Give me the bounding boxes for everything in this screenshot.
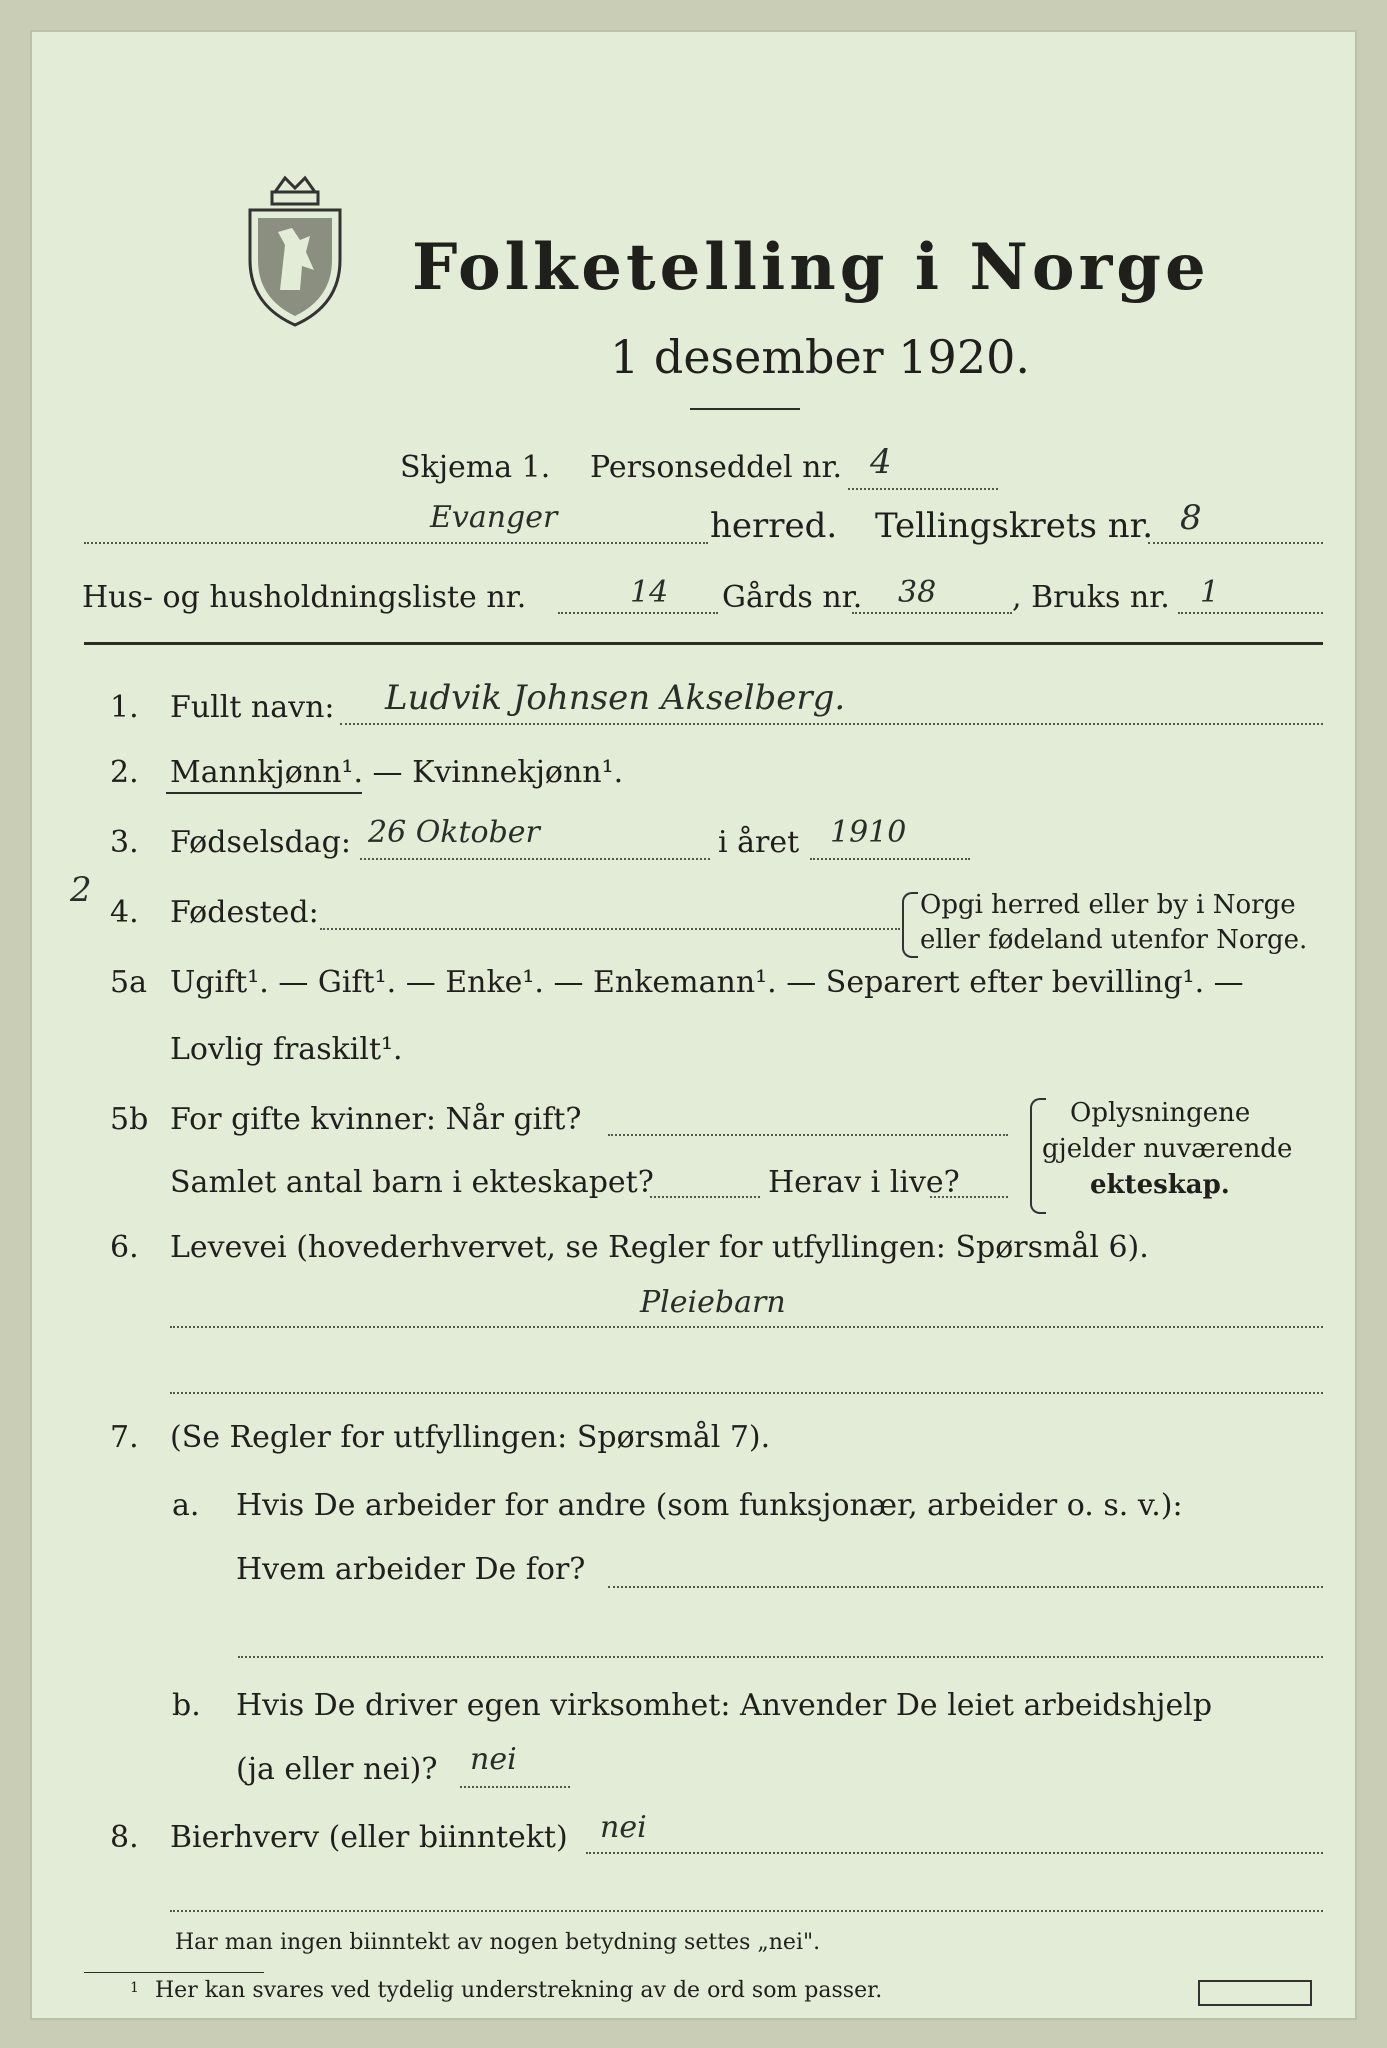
personseddel-line bbox=[848, 488, 998, 490]
q5a-options-line-1: Ugift¹. — Gift¹. — Enke¹. — Enkemann¹. — Separert efter bevilling¹. — bbox=[170, 965, 1244, 1000]
q7a-question-line-1: Hvis De arbeider for andre (som funksjonær, arbeider o. s. v.): bbox=[236, 1488, 1183, 1523]
herred-line bbox=[84, 542, 708, 544]
bruks-label: , Bruks nr. bbox=[1012, 580, 1170, 615]
hus-value: 14 bbox=[630, 575, 669, 610]
q5b-when-line bbox=[608, 1134, 1008, 1136]
q3-line bbox=[360, 858, 710, 860]
bruks-line bbox=[1178, 612, 1323, 614]
q7-label: (Se Regler for utfyllingen: Spørsmål 7). bbox=[170, 1420, 771, 1455]
q7b-question-line-1: Hvis De driver egen virksomhet: Anvender De leiet arbeidshjelp bbox=[236, 1688, 1213, 1723]
footnote-text: Her kan svares ved tydelig understrekning av de ord som passer. bbox=[155, 1978, 883, 2003]
printer-stamp bbox=[1198, 1980, 1312, 2006]
q5b-number: 5b bbox=[110, 1102, 149, 1137]
q7a-question-line-2: Hvem arbeider De for? bbox=[236, 1552, 586, 1587]
q3-year-label: i året bbox=[718, 825, 800, 860]
q5b-note-line-2: gjelder nuværende bbox=[1042, 1134, 1293, 1164]
q1-line bbox=[340, 723, 1323, 725]
gards-label: Gårds nr. bbox=[722, 580, 863, 615]
q5b-children-label: Samlet antal barn i ekteskapet? bbox=[170, 1165, 654, 1200]
q5b-note-line-1: Oplysningene bbox=[1070, 1098, 1251, 1128]
census-form-page bbox=[30, 30, 1357, 2020]
skjema-label: Skjema 1. bbox=[400, 450, 551, 485]
q7-number: 7. bbox=[110, 1420, 139, 1455]
q6-value: Pleiebarn bbox=[640, 1285, 786, 1320]
q2-number: 2. bbox=[110, 755, 139, 790]
q7b-value: nei bbox=[470, 1742, 517, 1777]
q3-value: 26 Oktober bbox=[368, 815, 540, 850]
bruks-value: 1 bbox=[1200, 575, 1220, 610]
footer-note: Har man ingen biinntekt av nogen betydning settes „nei". bbox=[175, 1930, 821, 1955]
q1-number: 1. bbox=[110, 690, 139, 725]
gards-line bbox=[852, 612, 1012, 614]
herred-value: Evanger bbox=[430, 500, 558, 535]
q5b-line-1: For gifte kvinner: Når gift? bbox=[170, 1102, 582, 1137]
tellingskrets-line bbox=[1148, 542, 1323, 544]
q8-line-2 bbox=[170, 1910, 1323, 1912]
gards-value: 38 bbox=[898, 575, 937, 610]
header-divider bbox=[84, 642, 1323, 645]
hus-label: Hus- og husholdningsliste nr. bbox=[82, 580, 527, 615]
personseddel-value: 4 bbox=[870, 442, 892, 482]
q3-label: Fødselsdag: bbox=[170, 825, 351, 860]
footnote-mark: 1 bbox=[130, 1980, 139, 1996]
q4-note-line-1: Opgi herred eller by i Norge bbox=[920, 890, 1296, 920]
tellingskrets-value: 8 bbox=[1180, 498, 1202, 538]
q8-number: 8. bbox=[110, 1820, 139, 1855]
tellingskrets-label: Tellingskrets nr. bbox=[875, 506, 1154, 546]
q4-brace bbox=[902, 892, 918, 958]
q5a-number: 5a bbox=[110, 965, 147, 1000]
q6-number: 6. bbox=[110, 1230, 139, 1265]
q5b-alive-label: Herav i live? bbox=[768, 1165, 960, 1200]
margin-mark: 2 bbox=[70, 870, 92, 910]
q7b-question-line-2: (ja eller nei)? bbox=[236, 1752, 438, 1787]
q4-number: 4. bbox=[110, 895, 139, 930]
coat-of-arms-icon bbox=[240, 170, 350, 330]
q4-note-line-2: eller fødeland utenfor Norge. bbox=[920, 925, 1308, 955]
title-divider bbox=[690, 408, 800, 410]
footnote-divider bbox=[84, 1972, 264, 1973]
q4-label: Fødested: bbox=[170, 895, 319, 930]
q3-year-line bbox=[810, 858, 970, 860]
q5a-options-line-2: Lovlig fraskilt¹. bbox=[170, 1032, 403, 1067]
q6-line-1 bbox=[170, 1326, 1323, 1328]
q5b-children-line bbox=[650, 1196, 760, 1198]
q3-year-value: 1910 bbox=[830, 815, 907, 850]
q5b-note-line-3: ekteskap. bbox=[1090, 1170, 1230, 1200]
q6-label: Levevei (hovederhvervet, se Regler for utfyllingen: Spørsmål 6). bbox=[170, 1230, 1149, 1265]
q7a-line-2 bbox=[238, 1656, 1323, 1658]
q3-number: 3. bbox=[110, 825, 139, 860]
q1-label: Fullt navn: bbox=[170, 690, 335, 725]
hus-line bbox=[558, 612, 718, 614]
form-subtitle: 1 desember 1920. bbox=[610, 330, 1030, 384]
q2-label: Mannkjønn¹. — Kvinnekjønn¹. bbox=[170, 755, 624, 790]
q8-label: Bierhverv (eller biinntekt) bbox=[170, 1820, 568, 1855]
q1-value: Ludvik Johnsen Akselberg. bbox=[385, 678, 846, 718]
q5b-alive-line bbox=[930, 1196, 1008, 1198]
form-title: Folketelling i Norge bbox=[412, 230, 1210, 305]
q8-line-1 bbox=[586, 1852, 1323, 1854]
personseddel-label: Personseddel nr. bbox=[590, 450, 843, 485]
q4-line bbox=[320, 928, 900, 930]
q6-line-2 bbox=[170, 1392, 1323, 1394]
q7b-letter: b. bbox=[172, 1688, 201, 1723]
q7a-letter: a. bbox=[172, 1488, 200, 1523]
q8-value: nei bbox=[600, 1810, 647, 1845]
q2-underline bbox=[166, 792, 362, 794]
q7b-line bbox=[460, 1786, 570, 1788]
herred-label: herred. bbox=[710, 506, 838, 546]
q7a-line-1 bbox=[608, 1586, 1323, 1588]
